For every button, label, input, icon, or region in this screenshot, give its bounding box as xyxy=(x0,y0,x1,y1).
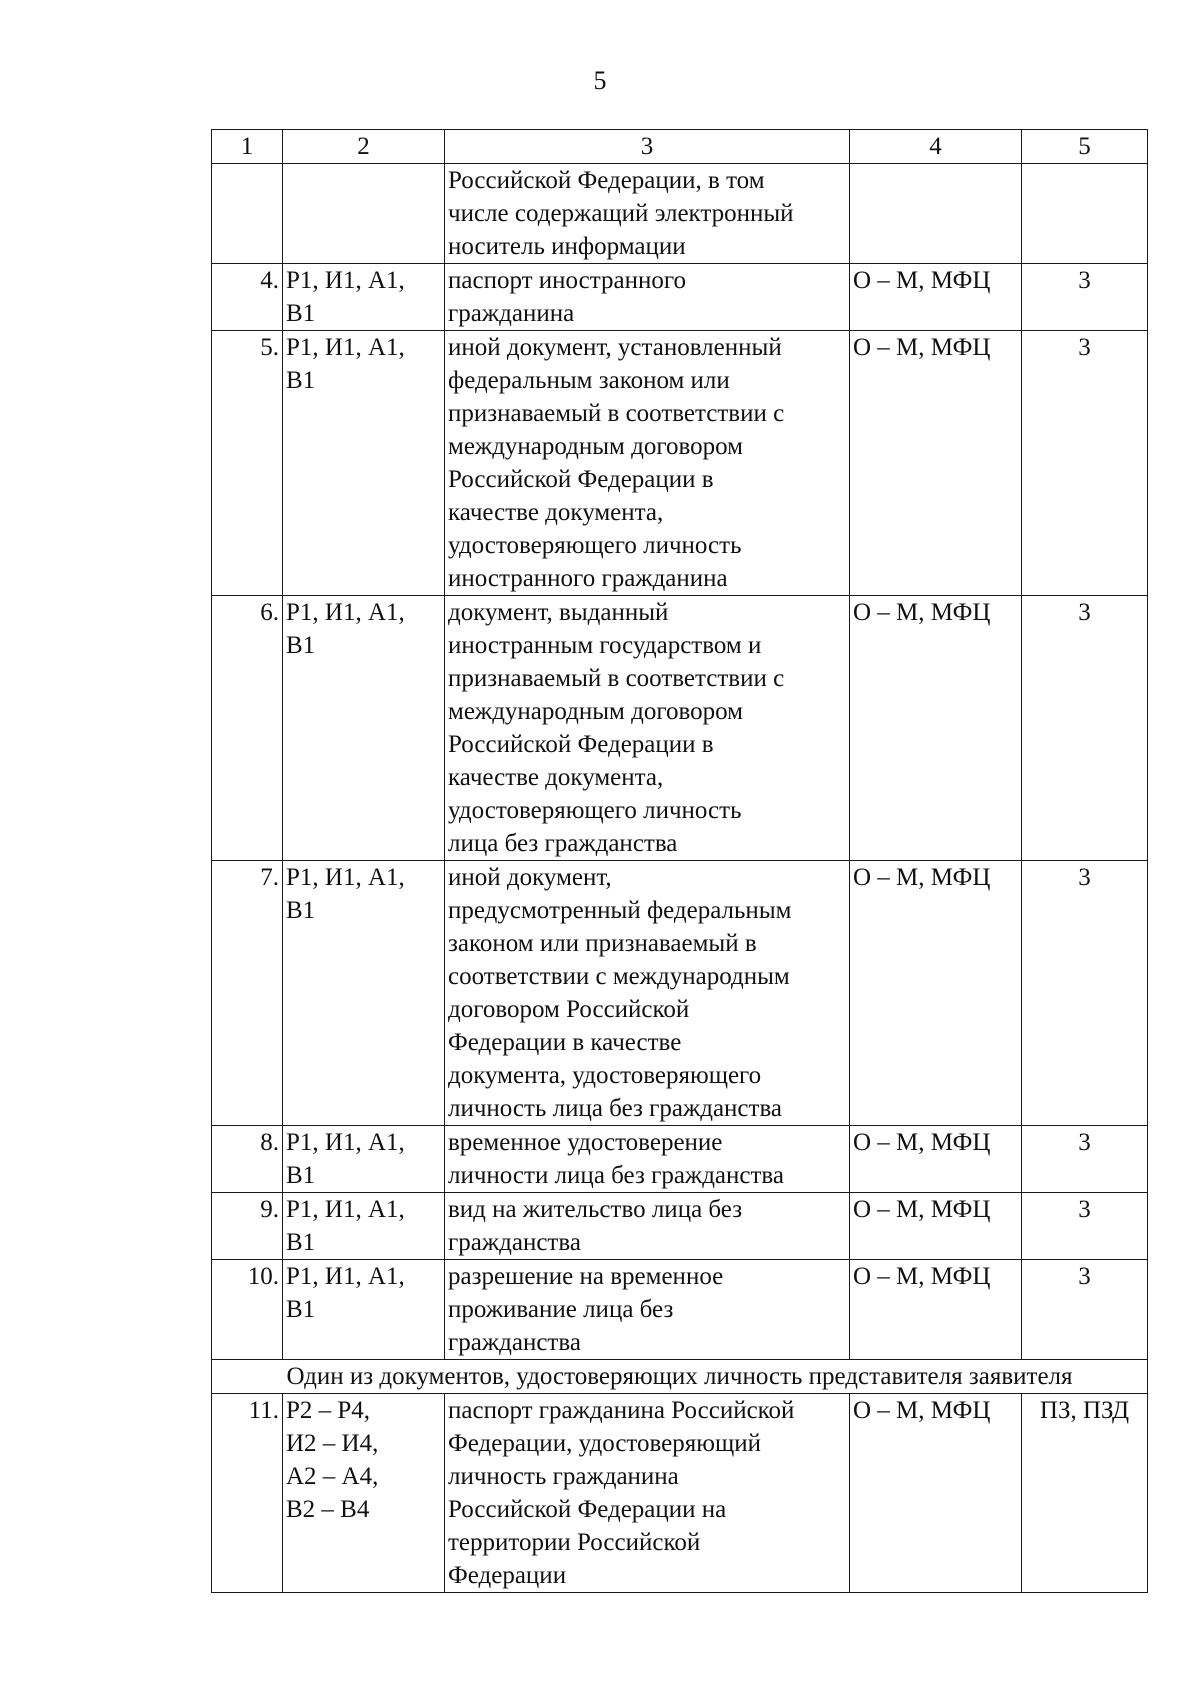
document-name-line: территории Российской xyxy=(448,1529,701,1556)
submission-place: О – М, МФЦ xyxy=(850,1394,1022,1593)
document-name-line: признаваемый в соответствии с xyxy=(448,400,785,427)
document-name xyxy=(445,164,850,264)
document-name-line: лица без гражданства xyxy=(448,830,678,857)
table-row xyxy=(212,1193,1148,1260)
document-name-line: разрешение на временное xyxy=(448,1263,724,1290)
document-name-line: носитель информации xyxy=(448,233,686,260)
document-name-line: гражданства xyxy=(448,1329,581,1356)
applicant-codes xyxy=(283,1126,445,1193)
document-name-line: договором Российской xyxy=(448,996,690,1023)
row-number: 5. xyxy=(212,331,283,596)
document-name xyxy=(445,1260,850,1360)
table-row xyxy=(212,596,1148,861)
document-name-line: документ, выданный xyxy=(448,599,669,626)
applicant-codes-line: Р1, И1, А1, xyxy=(286,334,405,361)
document-name-line: предусмотренный федеральным xyxy=(448,897,792,924)
row-number: 10. xyxy=(212,1260,283,1360)
document-name-line: документа, удостоверяющего xyxy=(448,1062,762,1089)
row-number: 7. xyxy=(212,861,283,1126)
document-name-line: удостоверяющего личность xyxy=(448,797,742,824)
row-number: 6. xyxy=(212,596,283,861)
document-name-line: международным договором xyxy=(448,433,743,460)
document-name xyxy=(445,861,850,1126)
table-row xyxy=(212,861,1148,1126)
column-header-4: 4 xyxy=(850,130,1022,164)
submission-place: О – М, МФЦ xyxy=(850,1193,1022,1260)
row-number xyxy=(212,164,283,264)
deadline xyxy=(1022,164,1148,264)
submission-place: О – М, МФЦ xyxy=(850,331,1022,596)
document-name-line: личность гражданина xyxy=(448,1463,679,1490)
submission-place: О – М, МФЦ xyxy=(850,861,1022,1126)
document-name-line: признаваемый в соответствии с xyxy=(448,665,785,692)
applicant-codes xyxy=(283,1394,445,1593)
applicant-codes xyxy=(283,861,445,1126)
applicant-codes-line: В1 xyxy=(286,1296,316,1323)
document-name-line: личности лица без гражданства xyxy=(448,1162,784,1189)
document-name-line: Российской Федерации, в том xyxy=(448,167,765,194)
document-name-line: Федерации в качестве xyxy=(448,1029,682,1056)
deadline: 3 xyxy=(1022,1126,1148,1193)
section-heading: Один из документов, удостоверяющих личность представителя заявителя xyxy=(212,1360,1148,1394)
document-name-line: иностранного гражданина xyxy=(448,565,728,592)
section-row xyxy=(212,1360,1148,1394)
document-name-line: временное удостоверение xyxy=(448,1129,723,1156)
document-name-line: гражданина xyxy=(448,300,575,327)
row-number: 9. xyxy=(212,1193,283,1260)
applicant-codes-line: Р1, И1, А1, xyxy=(286,1129,405,1156)
applicant-codes-line: Р1, И1, А1, xyxy=(286,864,405,891)
submission-place: О – М, МФЦ xyxy=(850,596,1022,861)
applicant-codes xyxy=(283,164,445,264)
document-name-line: Федерации, удостоверяющий xyxy=(448,1430,761,1457)
applicant-codes-line: Р1, И1, А1, xyxy=(286,1196,405,1223)
column-header-5: 5 xyxy=(1022,130,1148,164)
applicant-codes xyxy=(283,331,445,596)
document-name-line: международным договором xyxy=(448,698,743,725)
deadline: ПЗ, ПЗД xyxy=(1022,1394,1148,1593)
deadline: 3 xyxy=(1022,1193,1148,1260)
column-header-3: 3 xyxy=(445,130,850,164)
applicant-codes-line: В1 xyxy=(286,1229,316,1256)
document-name-line: гражданства xyxy=(448,1229,581,1256)
table-row xyxy=(212,1126,1148,1193)
table-row xyxy=(212,331,1148,596)
column-header-1: 1 xyxy=(212,130,283,164)
document-name-line: соответствии с международным xyxy=(448,963,790,990)
document-name-line: иной документ, установленный xyxy=(448,334,782,361)
document-name-line: Российской Федерации в xyxy=(448,466,714,493)
document-name-line: Российской Федерации в xyxy=(448,731,714,758)
document-name xyxy=(445,264,850,331)
applicant-codes-line: Р2 – Р4, xyxy=(286,1397,371,1424)
document-name xyxy=(445,1394,850,1593)
document-name-line: личность лица без гражданства xyxy=(448,1095,783,1122)
applicant-codes-line: Р1, И1, А1, xyxy=(286,267,405,294)
submission-place: О – М, МФЦ xyxy=(850,264,1022,331)
document-name-line: паспорт гражданина Российской xyxy=(448,1397,795,1424)
table-row xyxy=(212,1394,1148,1593)
document-name xyxy=(445,1126,850,1193)
applicant-codes xyxy=(283,596,445,861)
table-row xyxy=(212,264,1148,331)
applicant-codes-line: И2 – И4, xyxy=(286,1430,379,1457)
row-number: 11. xyxy=(212,1394,283,1593)
document-name xyxy=(445,596,850,861)
document-name-line: числе содержащий электронный xyxy=(448,200,794,227)
submission-place: О – М, МФЦ xyxy=(850,1126,1022,1193)
applicant-codes-line: В1 xyxy=(286,897,316,924)
page-number: 5 xyxy=(593,66,607,95)
deadline: 3 xyxy=(1022,596,1148,861)
document-name-line: паспорт иностранного xyxy=(448,267,686,294)
deadline: 3 xyxy=(1022,861,1148,1126)
applicant-codes-line: В1 xyxy=(286,300,316,327)
applicant-codes-line: В2 – В4 xyxy=(286,1496,370,1523)
row-number: 8. xyxy=(212,1126,283,1193)
document-name-line: иностранным государством и xyxy=(448,632,762,659)
document-name xyxy=(445,1193,850,1260)
document-name-line: качестве документа, xyxy=(448,499,664,526)
header-row xyxy=(212,130,1148,164)
document-name-line: Российской Федерации на xyxy=(448,1496,727,1523)
document-name-line: удостоверяющего личность xyxy=(448,532,742,559)
submission-place: О – М, МФЦ xyxy=(850,1260,1022,1360)
deadline: 3 xyxy=(1022,264,1148,331)
table-row xyxy=(212,164,1148,264)
table-body xyxy=(212,164,1148,1593)
document-name-line: проживание лица без xyxy=(448,1296,674,1323)
document-name xyxy=(445,331,850,596)
applicant-codes xyxy=(283,1193,445,1260)
deadline: 3 xyxy=(1022,1260,1148,1360)
applicant-codes-line: Р1, И1, А1, xyxy=(286,1263,405,1290)
table-header xyxy=(212,130,1148,164)
document-name-line: вид на жительство лица без xyxy=(448,1196,743,1223)
applicant-codes-line: В1 xyxy=(286,367,316,394)
applicant-codes xyxy=(283,1260,445,1360)
document-name-line: законом или признаваемый в xyxy=(448,930,757,957)
table-row xyxy=(212,1260,1148,1360)
column-header-2: 2 xyxy=(283,130,445,164)
document-name-line: Федерации xyxy=(448,1562,567,1589)
deadline: 3 xyxy=(1022,331,1148,596)
document-name-line: качестве документа, xyxy=(448,764,664,791)
documents-table xyxy=(211,129,1148,1593)
applicant-codes-line: Р1, И1, А1, xyxy=(286,599,405,626)
applicant-codes xyxy=(283,264,445,331)
document-name-line: иной документ, xyxy=(448,864,612,891)
document-name-line: федеральным законом или xyxy=(448,367,730,394)
applicant-codes-line: А2 – А4, xyxy=(286,1463,379,1490)
row-number: 4. xyxy=(212,264,283,331)
submission-place xyxy=(850,164,1022,264)
applicant-codes-line: В1 xyxy=(286,1162,316,1189)
applicant-codes-line: В1 xyxy=(286,632,316,659)
